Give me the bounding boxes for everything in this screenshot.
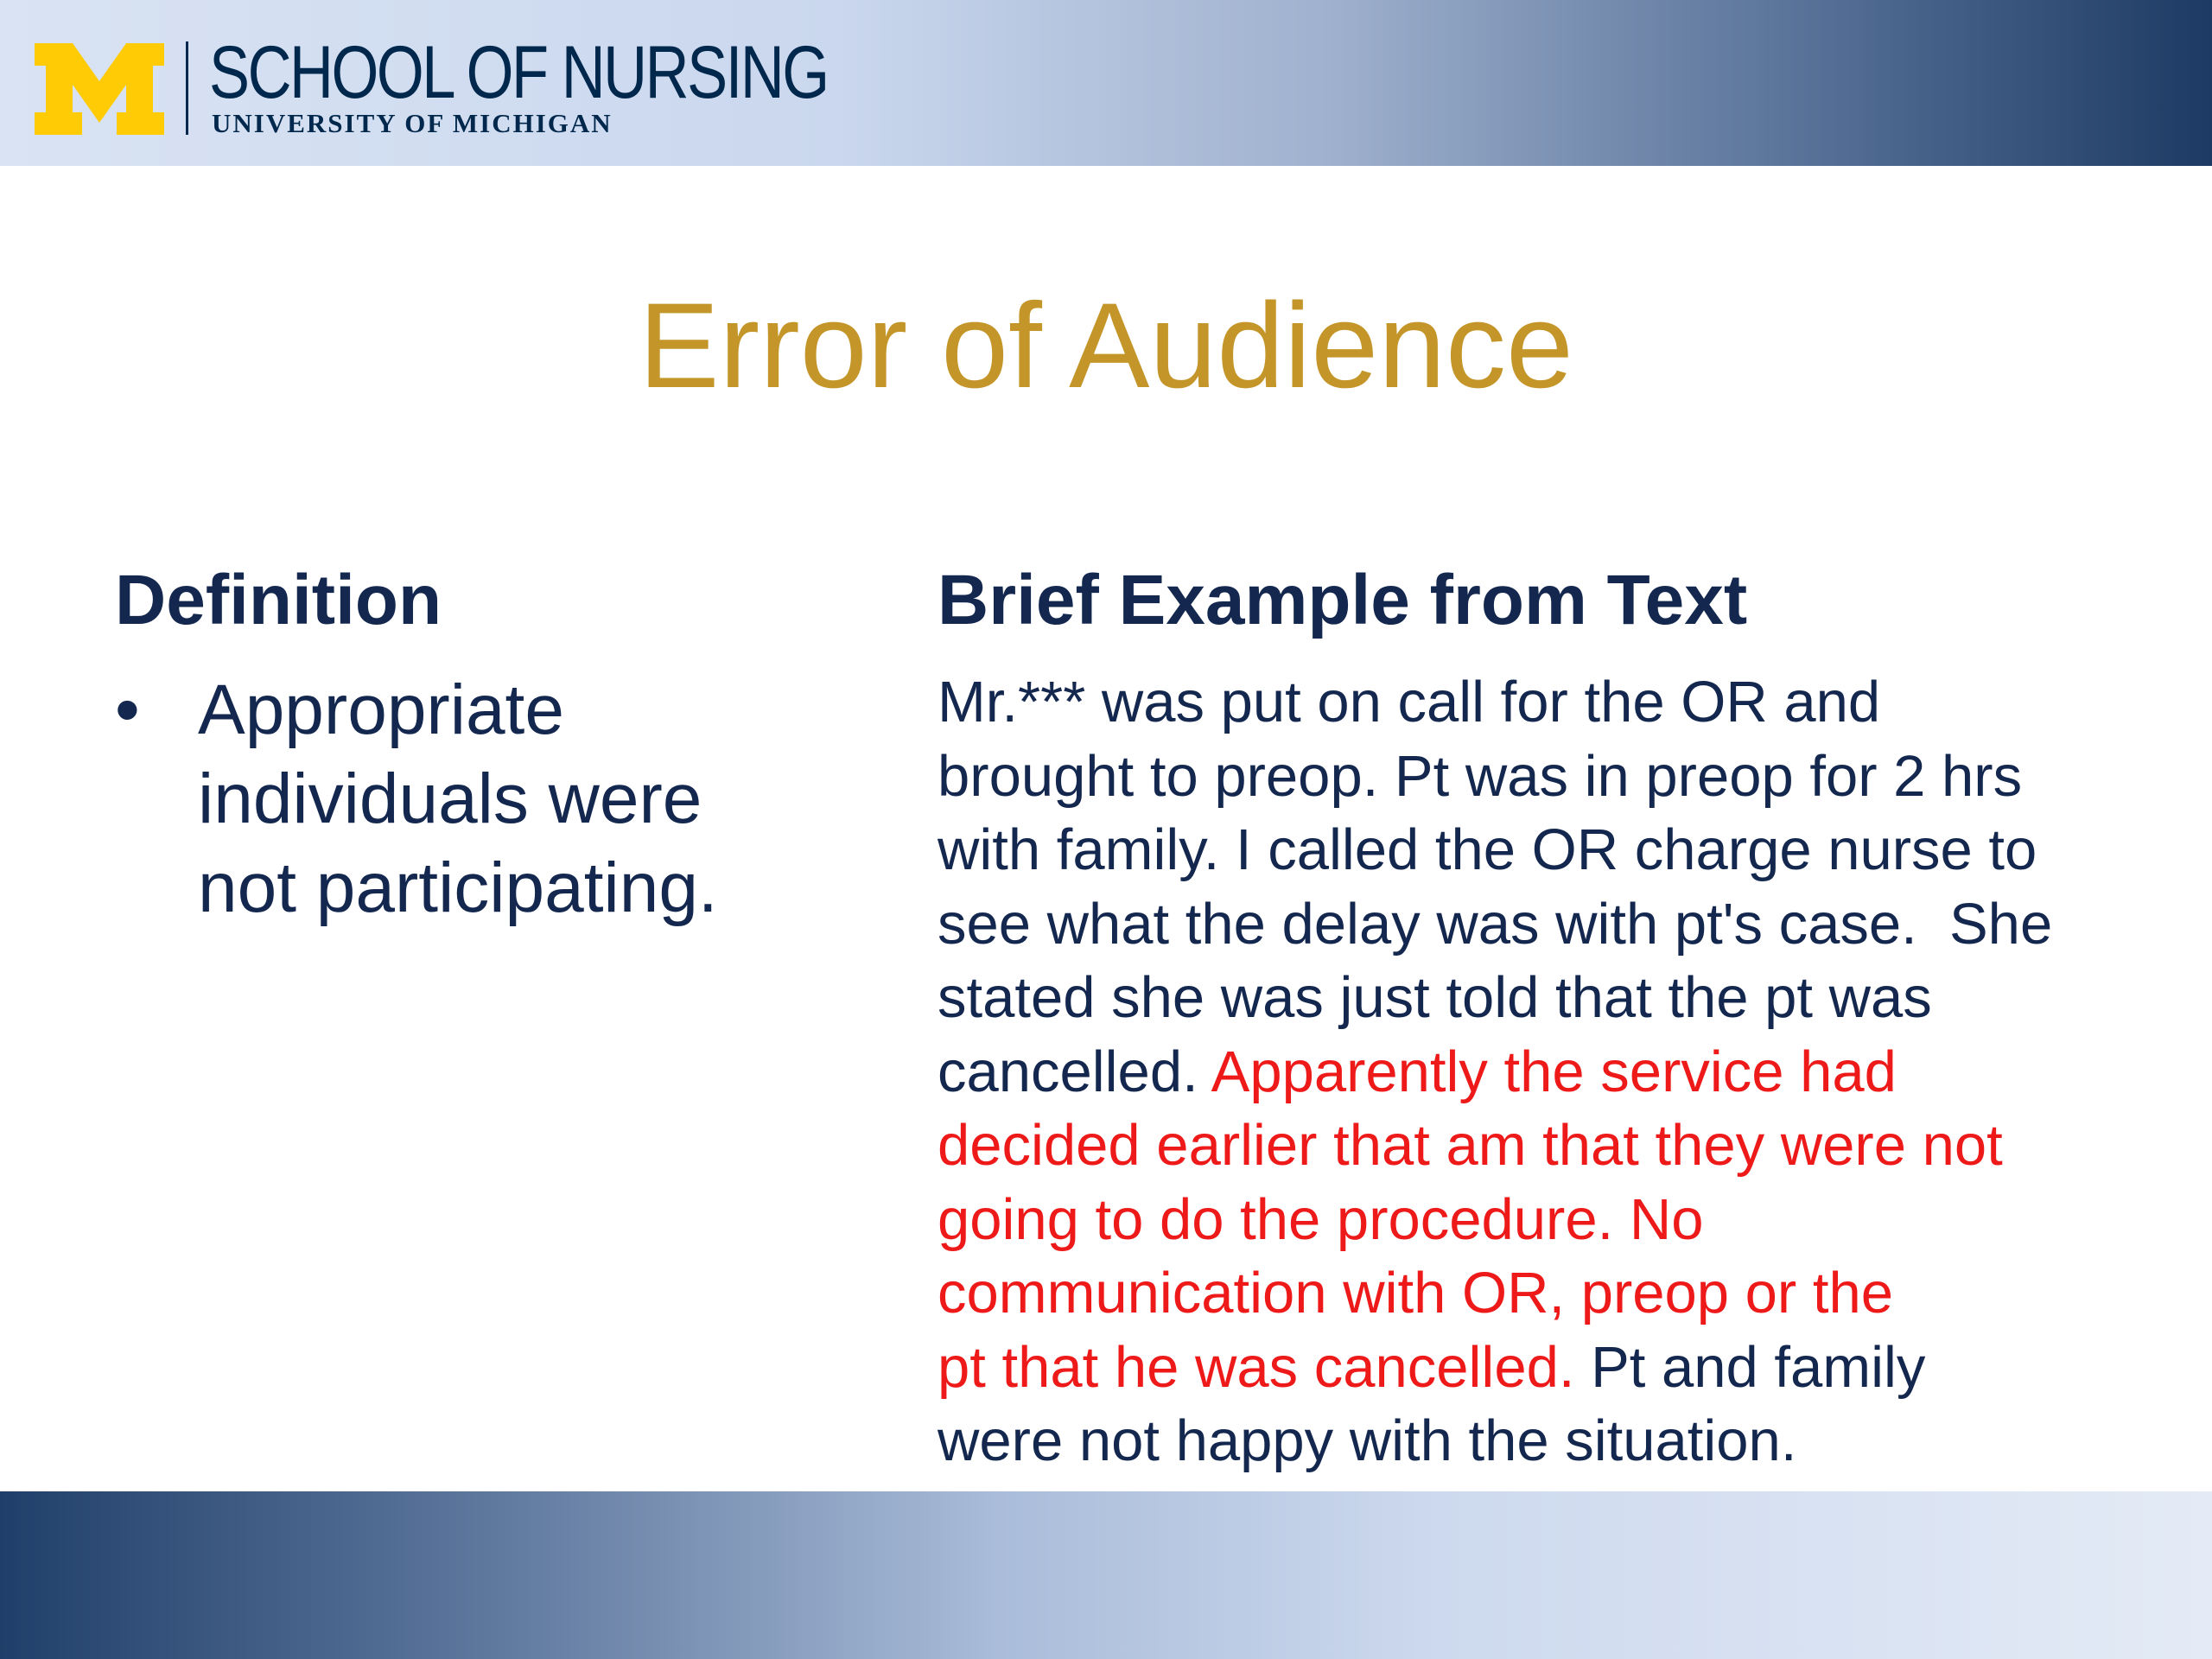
logo-divider (186, 41, 188, 135)
definition-line: not participating. (198, 849, 718, 927)
example-line: were not happy with the situation. (938, 1408, 1797, 1473)
example-line-text: cancelled. (938, 1039, 1211, 1104)
example-line (938, 1331, 2173, 1405)
example-line: with family. I called the OR charge nurse to (938, 817, 2037, 882)
example-line: see what the delay was with pt's case. She (938, 891, 2053, 957)
block-m-logo (35, 43, 164, 135)
definition-line: individuals were (198, 760, 702, 838)
slide-title: Error of Audience (639, 277, 1573, 413)
example-text (938, 665, 2173, 1478)
school-name: SCHOOL OF NURSING (209, 31, 828, 114)
highlighted-line: decided earlier that am that they were not (938, 1113, 2003, 1178)
example-line-text: Pt and family (1574, 1334, 1926, 1400)
highlighted-line: communication with OR, preop or the (938, 1261, 1893, 1325)
definition-list (115, 665, 806, 932)
university-name: UNIVERSITY OF MICHIGAN (212, 108, 613, 138)
example-line: brought to preop. Pt was in preop for 2 hrs (938, 743, 2023, 809)
example-line (938, 1035, 2173, 1109)
header-banner (0, 0, 2212, 166)
definition-item (115, 665, 806, 932)
highlighted-line: going to do the procedure. No (938, 1186, 1704, 1252)
highlighted-text: Apparently the service had (1211, 1039, 1897, 1104)
definition-heading: Definition (115, 561, 442, 639)
highlighted-text: pt that he was cancelled. (938, 1334, 1575, 1400)
example-line: stated she was just told that the pt was (938, 965, 1932, 1030)
bullet-icon: • (115, 671, 140, 749)
footer-banner (0, 1491, 2212, 1659)
example-heading: Brief Example from Text (938, 561, 1748, 639)
definition-line: Appropriate (198, 671, 564, 749)
example-line: Mr.*** was put on call for the OR and (938, 670, 1881, 734)
